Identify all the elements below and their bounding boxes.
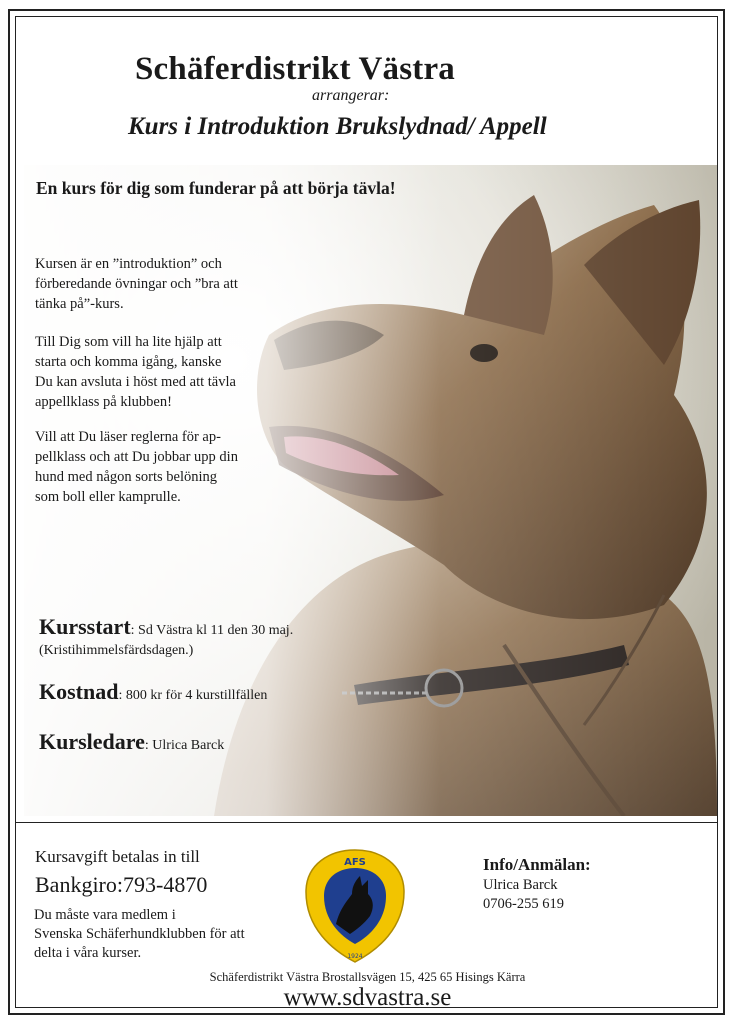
- course-leader-value: : Ulrica Barck: [144, 738, 225, 753]
- text-line: tänka på”-kurs.: [35, 296, 124, 312]
- text-line: Du kan avsluta i höst med att tävla: [35, 374, 236, 390]
- section-divider: [15, 822, 718, 823]
- text-line: som boll eller kamprulle.: [35, 489, 181, 505]
- intro-paragraph: [35, 254, 280, 314]
- text-line: hund med någon sorts belöning: [35, 469, 218, 485]
- course-leader: [39, 729, 225, 756]
- course-start-value: : Sd Västra kl 11 den 30 maj.: [130, 623, 294, 638]
- text-line: Till Dig som vill ha lite hjälp att: [35, 334, 222, 350]
- text-line: Vill att Du läser reglerna för ap-: [35, 429, 221, 445]
- course-title: Kurs i Introduktion Brukslydnad/ Appell: [128, 113, 547, 140]
- course-start-note: (Kristihimmelsfärdsdagen.): [39, 643, 194, 658]
- logo-letters: AFS: [344, 857, 366, 868]
- text-line: Kursen är en ”introduktion” och: [35, 256, 222, 272]
- text-line: delta i våra kurser.: [34, 945, 142, 961]
- arranges-label: arrangerar:: [312, 87, 390, 104]
- requirements-paragraph: [35, 427, 280, 507]
- contact-phone: 0706-255 619: [483, 896, 564, 912]
- text-line: starta och komma igång, kanske: [35, 354, 222, 370]
- course-leader-label: Kursledare: [39, 729, 145, 754]
- text-line: förberedande övningar och ”bra att: [35, 276, 238, 292]
- contact-heading: Info/Anmälan:: [483, 855, 591, 874]
- contact-name: Ulrica Barck: [483, 877, 558, 893]
- text-line: Svenska Schäferhundklubben för att: [34, 926, 245, 942]
- course-cost: [39, 679, 268, 706]
- tagline: En kurs för dig som funderar på att börja tävla!: [36, 178, 396, 198]
- bankgiro-number: Bankgiro:793-4870: [35, 872, 208, 897]
- district-title: Schäferdistrikt Västra: [135, 51, 456, 87]
- membership-note: [34, 906, 294, 963]
- text-line: Du måste vara medlem i: [34, 907, 176, 923]
- course-cost-value: : 800 kr för 4 kurstillfällen: [118, 688, 268, 703]
- footer-address: Schäferdistrikt Västra Brostallsvägen 15, 425 65 Hisings Kärra: [209, 970, 526, 984]
- audience-paragraph: [35, 332, 280, 412]
- text-line: pellklass och att Du jobbar upp din: [35, 449, 238, 465]
- payment-label: Kursavgift betalas in till: [35, 847, 200, 866]
- course-cost-label: Kostnad: [39, 679, 119, 704]
- logo-year: 1924: [347, 953, 363, 960]
- course-start: [39, 614, 294, 661]
- text-line: appellklass på klubben!: [35, 394, 172, 410]
- club-logo: [300, 846, 410, 966]
- footer-website[interactable]: www.sdvastra.se: [283, 984, 452, 1011]
- course-start-label: Kursstart: [39, 614, 131, 639]
